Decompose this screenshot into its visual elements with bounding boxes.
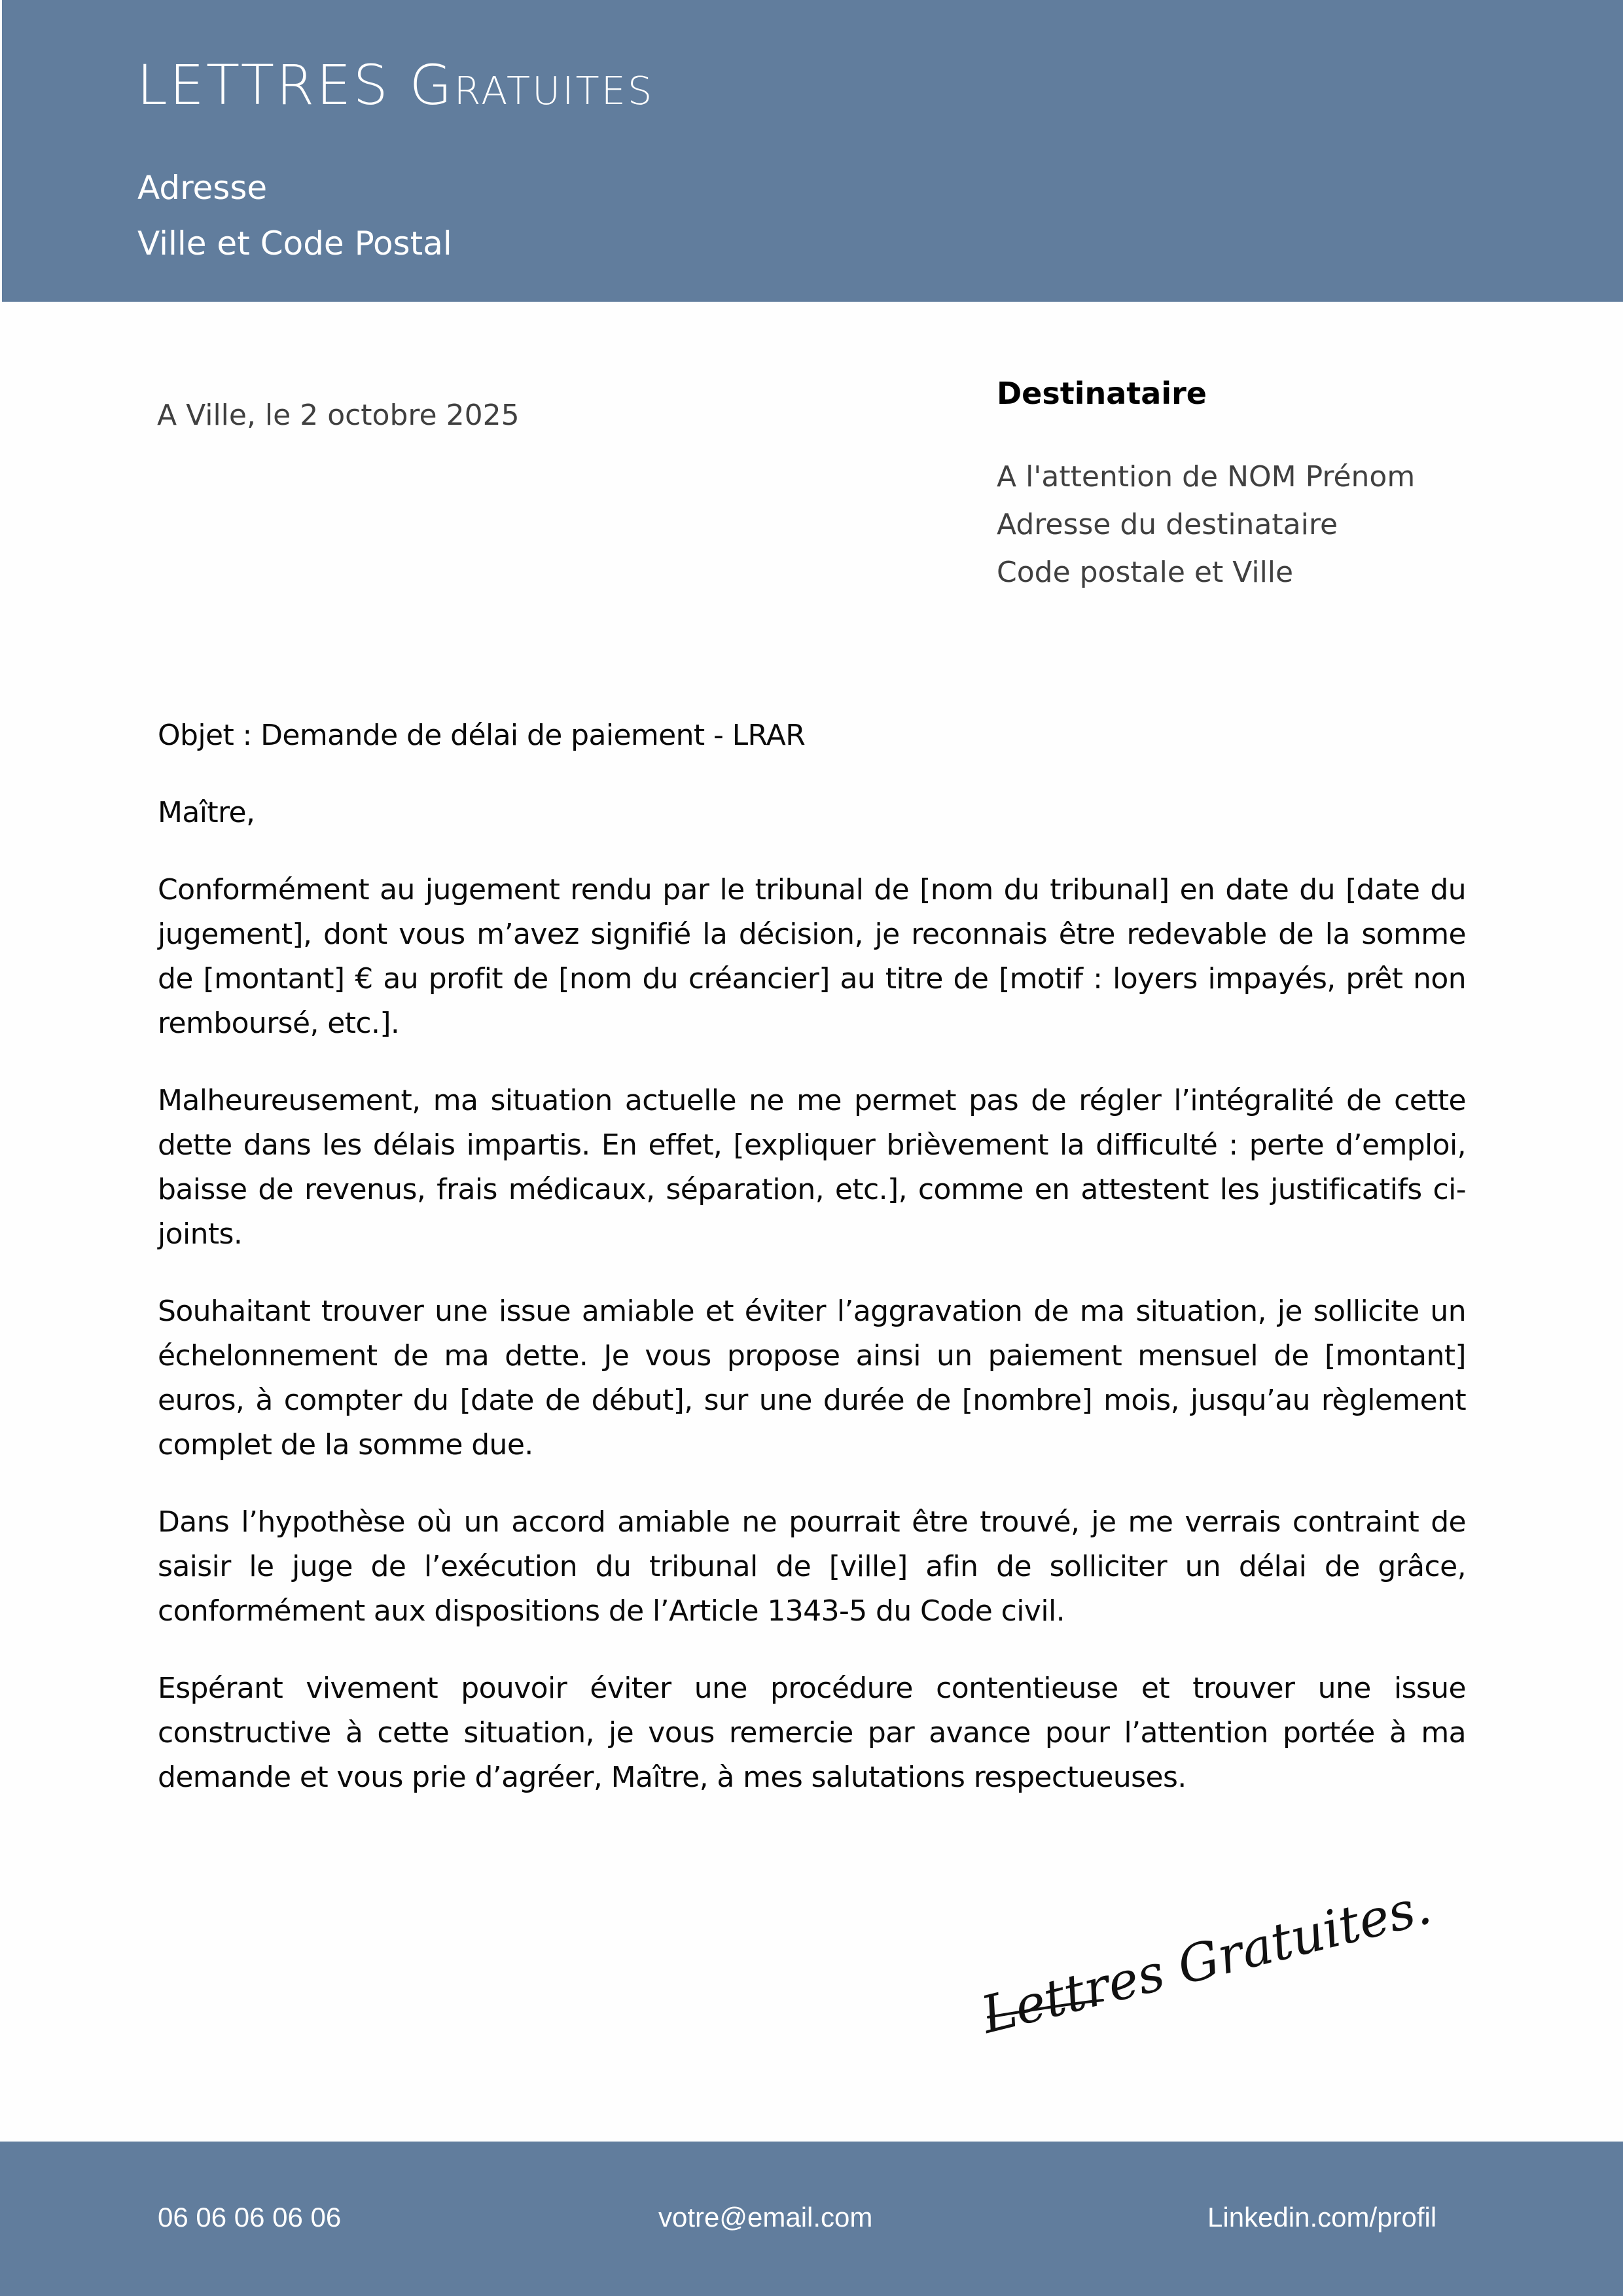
date-line: A Ville, le 2 octobre 2025	[157, 399, 520, 432]
brand-title-second-initial: G	[409, 53, 454, 117]
letter-body	[158, 713, 1466, 1833]
recipient-heading: Destinataire	[997, 376, 1207, 411]
letter-paragraph-4: Dans l’hypothèse où un accord amiable ne pourrait être trouvé, je me verrais contraint de saisir le juge de l’exécution du tribunal de [ville] afin de solliciter un délai de grâce, conformément aux dispositions de l’Article 1343-5 du Code civil.	[158, 1505, 1466, 1628]
signature-text: Lettres Gratuites.	[975, 1876, 1437, 2045]
footer-email[interactable]: votre@email.com	[658, 2202, 873, 2233]
letter-paragraph-3: Souhaitant trouver une issue amiable et éviter l’aggravation de ma situation, je sollicite un échelonnement de ma dette. Je vous propose ainsi un paiement mensuel de [montant] euros, à compter du [date de début], sur une durée de [nombre] mois, jusqu’au règlement complet de la somme due.	[158, 1295, 1466, 1462]
letter-paragraph-1: Conformément au jugement rendu par le tribunal de [nom du tribunal] en date du [date du jugement], dont vous m’avez signifié la décision, je reconnais être redevable de la somme de [montant] € au profit de [nom du créancier] au titre de [motif : loyers impayés, prêt non remboursé, etc.].	[158, 873, 1466, 1040]
brand-title	[137, 53, 654, 117]
sender-city: Ville et Code Postal	[137, 224, 452, 262]
signature	[962, 1865, 1437, 2045]
footer-linkedin[interactable]: Linkedin.com/profil	[1207, 2202, 1437, 2233]
recipient-city: Code postale et Ville	[997, 556, 1294, 589]
recipient-name: A l'attention de NOM Prénom	[997, 460, 1416, 493]
brand-title-second-rest: ratuites	[454, 53, 654, 117]
sender-address: Adresse	[137, 169, 268, 207]
letter-subject: Objet : Demande de délai de paiement - LRAR	[158, 719, 806, 752]
recipient-address: Adresse du destinataire	[997, 508, 1338, 541]
footer-phone: 06 06 06 06 06	[158, 2202, 342, 2233]
letter-paragraph-2: Malheureusement, ma situation actuelle ne me permet pas de régler l’intégralité de cette dette dans les délais impartis. En effet, [expliquer brièvement la difficulté : perte d’emploi, baisse de revenus, frais médicaux, séparation, etc.], comme en attestent les justificatifs ci-joints.	[158, 1084, 1466, 1251]
letter-salutation: Maître,	[158, 796, 255, 829]
letter-paragraph-5: Espérant vivement pouvoir éviter une procédure contentieuse et trouver une issue constructive à cette situation, je vous remercie par avance pour l’attention portée à ma demande et vous prie d’agréer, Maître, à mes salutations respectueuses.	[158, 1672, 1466, 1794]
brand-title-first: LETTRES	[137, 53, 390, 117]
recipient-block	[997, 378, 1415, 596]
